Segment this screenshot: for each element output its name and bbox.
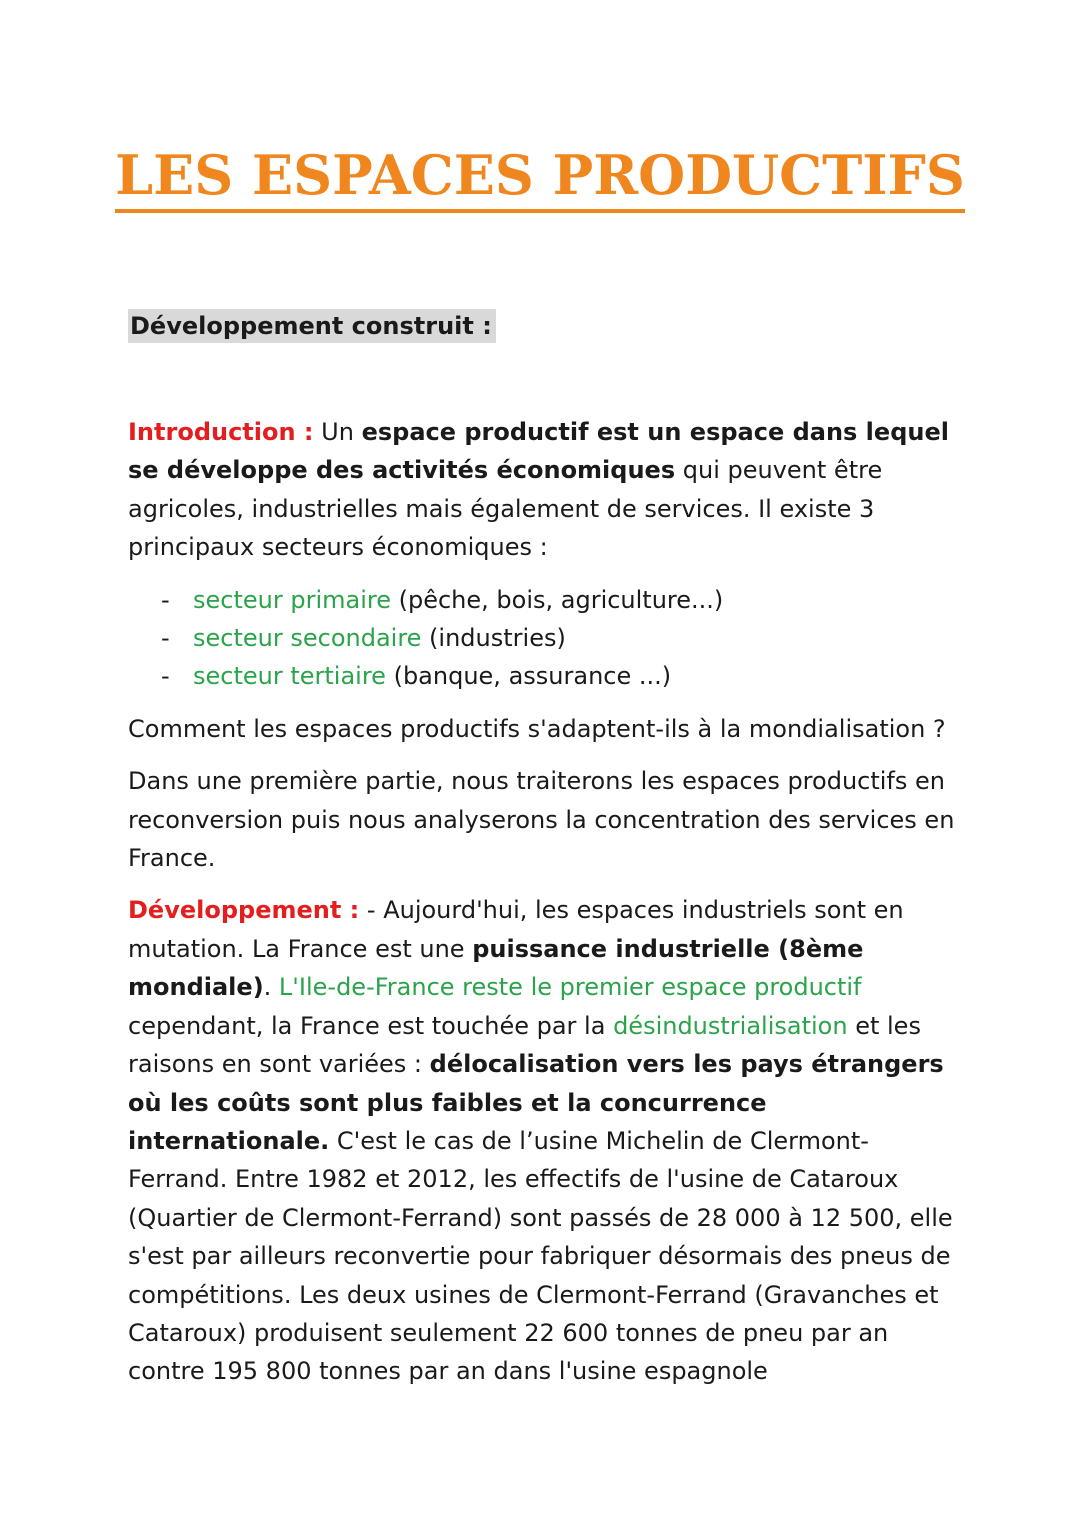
dev-text-2: . bbox=[263, 973, 279, 1002]
section-heading: Développement construit : bbox=[128, 309, 496, 343]
intro-text-1: Un bbox=[313, 418, 362, 446]
dev-bold-2: délocalisation vers les pays étrangers où les coûts sont plus faibles et la concurrence internationale. bbox=[128, 1050, 944, 1155]
list-dash: - bbox=[161, 624, 170, 653]
dev-text-3: cependant, la France est touchée par la bbox=[128, 1011, 614, 1040]
plan-paragraph: Dans une première partie, nous traiterons les espaces productifs en reconversion puis nous analyserons la concentration des services en France. bbox=[128, 767, 955, 873]
page-title bbox=[0, 140, 1080, 210]
intro-definition: espace productif est un espace dans lequel se développe des activités économiques bbox=[128, 418, 949, 485]
sector-detail: (pêche, bois, agriculture...) bbox=[390, 585, 724, 614]
development-label: Développement : bbox=[128, 896, 360, 925]
list-item bbox=[128, 619, 958, 657]
sector-name: secteur primaire bbox=[193, 585, 391, 614]
intro-text-2: qui peuvent être agricoles, industrielles mais également de services. Il existe 3 principaux secteurs économiques : bbox=[128, 456, 883, 562]
sector-detail: (banque, assurance ...) bbox=[385, 662, 672, 691]
dev-text-5: C'est le cas de l’usine Michelin de Clermont-Ferrand. Entre 1982 et 2012, les effectifs de l'usine de Cataroux (Quartier de Clermont-Ferrand) sont passés de 28 000 à 12 500, elle s'est par ailleurs reconvertie pour fabriquer désormais des pneus de compétitions. Les deux usines de Clermont-Ferrand (Gravanches et Cataroux) produisent seulement 22 600 tonnes de pneu par an contre 195 800 tonnes par an dans l'usine espagnole bbox=[128, 1126, 953, 1386]
dev-highlight-1: L'Ile-de-France reste le premier espace productif bbox=[278, 973, 862, 1002]
list-dash: - bbox=[161, 662, 170, 691]
dev-bold-1: puissance industrielle (8ème mondiale) bbox=[128, 934, 864, 1002]
sector-name: secteur secondaire bbox=[193, 624, 422, 653]
introduction-label: Introduction : bbox=[128, 418, 314, 446]
page-title-text: LES ESPACES PRODUCTIFS bbox=[115, 143, 965, 213]
list-dash: - bbox=[161, 585, 170, 614]
dev-highlight-2: désindustrialisation bbox=[613, 1011, 848, 1040]
list-item bbox=[128, 657, 958, 695]
document-body bbox=[128, 413, 958, 1405]
development-paragraph bbox=[128, 891, 958, 1390]
dev-text-1: - Aujourd'hui, les espaces industriels sont en mutation. La France est une bbox=[128, 896, 904, 963]
sector-detail: (industries) bbox=[421, 624, 566, 653]
list-item bbox=[128, 581, 958, 619]
problem-question: Comment les espaces productifs s'adaptent-ils à la mondialisation ? bbox=[128, 714, 946, 743]
sector-name: secteur tertiaire bbox=[193, 662, 386, 691]
introduction-paragraph bbox=[128, 413, 958, 567]
sectors-list bbox=[128, 581, 958, 696]
dev-text-4: et les raisons en sont variées : bbox=[128, 1011, 921, 1079]
